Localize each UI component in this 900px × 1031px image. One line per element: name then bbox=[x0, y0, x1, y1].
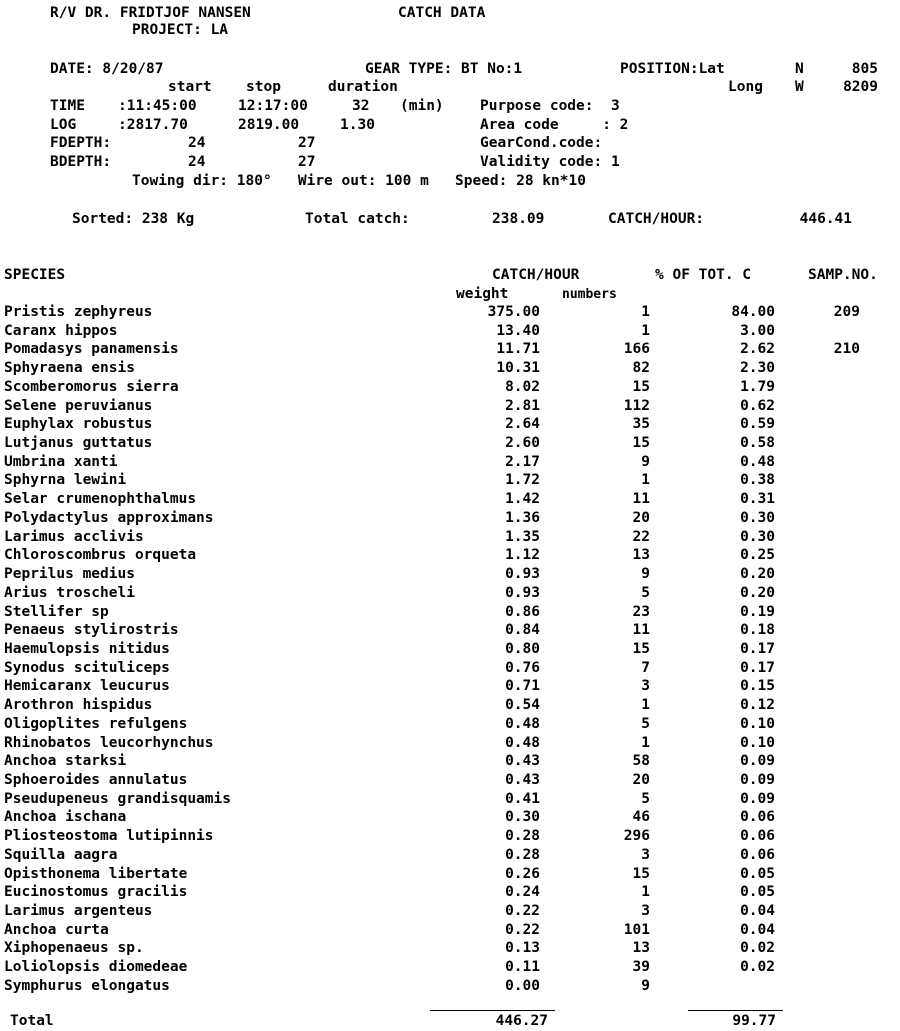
weight-value: 0.86 bbox=[505, 603, 540, 620]
weight-value: 0.41 bbox=[505, 790, 540, 807]
species-name: Pomadasys panamensis bbox=[4, 341, 179, 358]
pct-value: 0.20 bbox=[740, 566, 775, 583]
weight-value: 0.22 bbox=[505, 903, 540, 920]
pct-value: 0.17 bbox=[740, 640, 775, 657]
weight-value: 1.36 bbox=[505, 509, 540, 526]
pct-value: 0.09 bbox=[740, 753, 775, 770]
weight-value: 0.43 bbox=[505, 753, 540, 770]
species-name: Chloroscombrus orqueta bbox=[4, 547, 197, 564]
numbers-value: 15 bbox=[632, 378, 650, 395]
lat-value: 805 bbox=[851, 61, 878, 77]
sample-no: 209 bbox=[833, 304, 860, 320]
numbers-value: 1 bbox=[641, 322, 650, 339]
col-stop: stop bbox=[246, 79, 281, 95]
numbers-value: 1 bbox=[641, 472, 650, 489]
col-pct-total: % OF TOT. C bbox=[655, 267, 752, 283]
species-name: Lutjanus guttatus bbox=[4, 435, 153, 452]
numbers-value: 3 bbox=[641, 846, 650, 863]
weight-value: 8.02 bbox=[505, 378, 540, 395]
pct-value: 0.10 bbox=[740, 734, 775, 751]
fdepth-start: 24 bbox=[188, 135, 206, 151]
numbers-value: 15 bbox=[632, 640, 650, 657]
bdepth-start: 24 bbox=[188, 154, 206, 170]
long-dir: W bbox=[795, 79, 804, 95]
species-name: Umbrina xanti bbox=[4, 453, 118, 470]
species-name: Sphyrna lewini bbox=[4, 472, 127, 489]
numbers-value: 11 bbox=[632, 622, 650, 639]
bdepth-stop: 27 bbox=[298, 154, 316, 170]
species-name: Symphurus elongatus bbox=[4, 977, 170, 994]
weight-value: 0.26 bbox=[505, 865, 540, 882]
col-start: start bbox=[168, 79, 212, 95]
weight-value: 1.35 bbox=[505, 528, 540, 545]
weight-value: 2.60 bbox=[505, 435, 540, 452]
pct-value: 0.48 bbox=[740, 453, 775, 470]
species-name: Sphyraena ensis bbox=[4, 360, 135, 377]
pct-value: 0.19 bbox=[740, 603, 775, 620]
pct-value: 0.06 bbox=[740, 846, 775, 863]
pct-value: 0.09 bbox=[740, 790, 775, 807]
weight-value: 10.31 bbox=[496, 360, 540, 377]
numbers-value: 5 bbox=[641, 790, 650, 807]
col-duration: duration bbox=[328, 79, 398, 95]
pct-value: 0.09 bbox=[740, 772, 775, 788]
pct-value: 0.06 bbox=[740, 809, 775, 826]
numbers-value: 3 bbox=[641, 903, 650, 920]
species-name: Polydactylus approximans bbox=[4, 509, 214, 526]
pct-value: 1.79 bbox=[740, 378, 775, 395]
sample-no: 210 bbox=[833, 341, 860, 358]
species-name: Arothron hispidus bbox=[4, 697, 153, 714]
col-catch-hour: CATCH/HOUR bbox=[492, 267, 580, 283]
pct-value: 0.15 bbox=[740, 678, 775, 695]
pct-value: 0.05 bbox=[740, 865, 775, 882]
numbers-value: 9 bbox=[641, 453, 650, 470]
numbers-value: 39 bbox=[632, 959, 650, 976]
numbers-value: 15 bbox=[632, 865, 650, 882]
lat-dir: N bbox=[795, 61, 804, 77]
numbers-value: 101 bbox=[623, 921, 650, 938]
numbers-value: 23 bbox=[632, 603, 650, 620]
numbers-value: 9 bbox=[641, 566, 650, 583]
species-name: Arius troscheli bbox=[4, 584, 135, 601]
total-catch-value: 238.09 bbox=[492, 211, 545, 227]
pct-value: 0.30 bbox=[740, 509, 775, 526]
weight-value: 1.12 bbox=[505, 547, 540, 564]
numbers-value: 35 bbox=[632, 416, 650, 433]
pct-value: 0.04 bbox=[740, 921, 775, 938]
species-name: Oligoplites refulgens bbox=[4, 715, 188, 732]
numbers-value: 46 bbox=[632, 809, 650, 826]
catch-hour-label: CATCH/HOUR: bbox=[608, 211, 705, 227]
numbers-value: 58 bbox=[632, 753, 650, 770]
pct-value: 0.10 bbox=[740, 715, 775, 732]
total-catch-label: Total catch: bbox=[305, 211, 410, 227]
pct-value: 0.02 bbox=[740, 940, 775, 957]
pct-value: 0.31 bbox=[740, 491, 775, 508]
weight-value: 0.30 bbox=[505, 809, 540, 826]
fdepth-label: FDEPTH: bbox=[50, 135, 112, 151]
weight-value: 0.28 bbox=[505, 828, 540, 845]
sub-weight: weight bbox=[456, 286, 509, 302]
species-name: Penaeus stylirostris bbox=[4, 622, 179, 639]
pct-value: 0.58 bbox=[740, 435, 775, 452]
numbers-value: 20 bbox=[632, 509, 650, 526]
numbers-value: 13 bbox=[632, 940, 650, 957]
species-name: Haemulopsis nitidus bbox=[4, 640, 170, 657]
col-species: SPECIES bbox=[4, 267, 66, 283]
pct-value: 0.02 bbox=[740, 959, 775, 976]
time-label: TIME bbox=[50, 98, 85, 114]
species-name: Anchoa curta bbox=[4, 921, 109, 938]
weight-value: 2.17 bbox=[505, 453, 540, 470]
species-name: Larimus acclivis bbox=[4, 528, 144, 545]
weight-value: 0.76 bbox=[505, 659, 540, 676]
species-name: Selene peruvianus bbox=[4, 397, 153, 414]
numbers-value: 22 bbox=[632, 528, 650, 545]
numbers-value: 1 bbox=[641, 304, 650, 320]
pct-value: 0.38 bbox=[740, 472, 775, 489]
weight-value: 0.11 bbox=[505, 959, 540, 976]
numbers-value: 5 bbox=[641, 715, 650, 732]
species-name: Caranx hippos bbox=[4, 322, 118, 339]
pct-value: 0.18 bbox=[740, 622, 775, 639]
total-label: Total bbox=[10, 1013, 54, 1029]
sub-numbers: numbers bbox=[562, 287, 617, 302]
gearcond-code: GearCond.code: bbox=[480, 135, 603, 151]
pct-value: 0.25 bbox=[740, 547, 775, 564]
numbers-value: 15 bbox=[632, 435, 650, 452]
species-name: Pliosteostoma lutipinnis bbox=[4, 828, 214, 845]
pct-value: 0.62 bbox=[740, 397, 775, 414]
weight-value: 0.93 bbox=[505, 566, 540, 583]
catch-hour-value: 446.41 bbox=[799, 211, 852, 227]
species-name: Scomberomorus sierra bbox=[4, 378, 179, 395]
species-name: Pseudupeneus grandisquamis bbox=[4, 790, 231, 807]
species-name: Larimus argenteus bbox=[4, 903, 153, 920]
pct-value: 0.59 bbox=[740, 416, 775, 433]
project: PROJECT: LA bbox=[132, 22, 229, 38]
weight-value: 0.48 bbox=[505, 715, 540, 732]
species-name: Euphylax robustus bbox=[4, 416, 153, 433]
report-title: CATCH DATA bbox=[398, 5, 486, 21]
species-name: Xiphopenaeus sp. bbox=[4, 940, 144, 957]
species-name: Anchoa ischana bbox=[4, 809, 127, 826]
weight-value: 1.72 bbox=[505, 472, 540, 489]
numbers-value: 9 bbox=[641, 977, 650, 994]
numbers-value: 296 bbox=[623, 828, 650, 845]
time-stop: 12:17:00 bbox=[238, 98, 308, 114]
purpose-code: Purpose code: 3 bbox=[480, 98, 620, 114]
numbers-value: 1 bbox=[641, 884, 650, 901]
weight-value: 375.00 bbox=[487, 304, 540, 320]
gear-type: GEAR TYPE: BT No:1 bbox=[365, 61, 523, 77]
species-name: Pristis zephyreus bbox=[4, 304, 153, 320]
species-name: Loliolopsis diomedeae bbox=[4, 959, 188, 976]
numbers-value: 5 bbox=[641, 584, 650, 601]
total-pct: 99.77 bbox=[732, 1013, 776, 1029]
weight-total-rule bbox=[430, 1010, 555, 1011]
pct-value: 3.00 bbox=[740, 322, 775, 339]
col-sample-no: SAMP.NO. bbox=[808, 267, 878, 283]
weight-value: 13.40 bbox=[496, 322, 540, 339]
numbers-value: 112 bbox=[623, 397, 650, 414]
vessel-name: R/V DR. FRIDTJOF NANSEN bbox=[50, 5, 251, 21]
species-name: Synodus scituliceps bbox=[4, 659, 170, 676]
pct-value: 0.30 bbox=[740, 528, 775, 545]
sorted-weight: Sorted: 238 Kg bbox=[72, 211, 195, 227]
pct-value: 84.00 bbox=[731, 304, 775, 320]
pct-value: 0.05 bbox=[740, 884, 775, 901]
pct-value: 0.04 bbox=[740, 903, 775, 920]
validity-code: Validity code: 1 bbox=[480, 154, 620, 170]
pct-value: 0.06 bbox=[740, 828, 775, 845]
log-label: LOG bbox=[50, 117, 77, 133]
numbers-value: 82 bbox=[632, 360, 650, 377]
log-start: :2817.70 bbox=[118, 117, 188, 133]
long-label: Long bbox=[728, 79, 763, 95]
weight-value: 0.13 bbox=[505, 940, 540, 957]
numbers-value: 13 bbox=[632, 547, 650, 564]
bdepth-label: BDEPTH: bbox=[50, 154, 112, 170]
species-name: Peprilus medius bbox=[4, 566, 135, 583]
species-name: Hemicaranx leucurus bbox=[4, 678, 170, 695]
species-name: Squilla aagra bbox=[4, 846, 118, 863]
date: DATE: 8/20/87 bbox=[50, 61, 164, 77]
log-stop: 2819.00 bbox=[238, 117, 300, 133]
weight-value: 0.24 bbox=[505, 884, 540, 901]
pct-value: 0.17 bbox=[740, 659, 775, 676]
weight-value: 0.54 bbox=[505, 697, 540, 714]
log-duration: 1.30 bbox=[340, 117, 375, 133]
time-unit: (min) bbox=[400, 98, 444, 114]
fdepth-stop: 27 bbox=[298, 135, 316, 151]
species-name: Eucinostomus gracilis bbox=[4, 884, 188, 901]
numbers-value: 166 bbox=[623, 341, 650, 358]
species-name: Selar crumenophthalmus bbox=[4, 491, 197, 508]
species-name: Anchoa starksi bbox=[4, 753, 127, 770]
numbers-value: 1 bbox=[641, 734, 650, 751]
weight-value: 11.71 bbox=[496, 341, 540, 358]
weight-value: 0.22 bbox=[505, 921, 540, 938]
time-start: :11:45:00 bbox=[118, 98, 197, 114]
pct-value: 0.12 bbox=[740, 697, 775, 714]
towing-info: Towing dir: 180° Wire out: 100 m Speed: 28 kn*10 bbox=[132, 173, 586, 189]
species-name: Rhinobatos leucorhynchus bbox=[4, 734, 214, 751]
numbers-value: 1 bbox=[641, 697, 650, 714]
numbers-value: 20 bbox=[632, 772, 650, 788]
numbers-value: 11 bbox=[632, 491, 650, 508]
area-code: Area code : 2 bbox=[480, 117, 629, 133]
weight-value: 0.71 bbox=[505, 678, 540, 695]
species-name: Stellifer sp bbox=[4, 603, 109, 620]
pct-total-rule bbox=[688, 1010, 783, 1011]
position-label: POSITION:Lat bbox=[620, 61, 725, 77]
weight-value: 0.28 bbox=[505, 846, 540, 863]
numbers-value: 3 bbox=[641, 678, 650, 695]
weight-value: 2.64 bbox=[505, 416, 540, 433]
time-duration: 32 bbox=[352, 98, 370, 114]
numbers-value: 7 bbox=[641, 659, 650, 676]
long-value: 8209 bbox=[843, 79, 878, 95]
weight-value: 0.80 bbox=[505, 640, 540, 657]
pct-value: 2.30 bbox=[740, 360, 775, 377]
species-name: Opisthonema libertate bbox=[4, 865, 188, 882]
weight-value: 2.81 bbox=[505, 397, 540, 414]
species-name: Sphoeroides annulatus bbox=[4, 772, 188, 788]
total-weight: 446.27 bbox=[495, 1013, 548, 1029]
weight-value: 0.00 bbox=[505, 977, 540, 994]
weight-value: 0.48 bbox=[505, 734, 540, 751]
weight-value: 0.84 bbox=[505, 622, 540, 639]
weight-value: 0.43 bbox=[505, 772, 540, 788]
weight-value: 1.42 bbox=[505, 491, 540, 508]
weight-value: 0.93 bbox=[505, 584, 540, 601]
pct-value: 0.20 bbox=[740, 584, 775, 601]
pct-value: 2.62 bbox=[740, 341, 775, 358]
